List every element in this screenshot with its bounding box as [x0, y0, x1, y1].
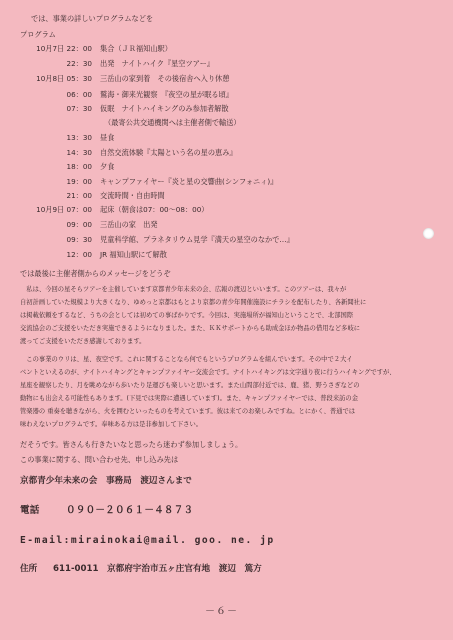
- schedule-text: 出発 ナイトハイク『星空ツアー』: [100, 59, 214, 68]
- schedule-text: 集合（ＪＲ福知山駅）: [100, 44, 172, 53]
- schedule-time: 18：00: [66, 162, 92, 171]
- schedule-time: 12：00: [66, 250, 92, 259]
- paragraph-line: 交流協会のご支援をいただき実施できるようになりました。また、ＫＫサポートからも助成金ほか物品の借用など多岐に: [20, 325, 361, 332]
- schedule-time: 21：00: [66, 191, 92, 200]
- program-label: プログラム: [20, 30, 56, 39]
- schedule-text: JR 福知山駅にて解散: [100, 250, 167, 259]
- schedule-time: 19：00: [66, 177, 92, 186]
- paragraph-line: この事業のウリは、星、夜空です。これに関することなら何でもというプログラムを組んでいます。その中で２大イ: [20, 356, 353, 363]
- schedule-text: キャンプファイヤー『炎と星の交響曲(シンフォニィ)』: [100, 177, 278, 186]
- schedule-text: 仮眠 ナイトハイキングのみ参加者解散: [100, 104, 229, 113]
- paragraph-line: は掲載依頼をするなど、うちの会としては初めての事ばかりです。今回は、実施場所が福知山ということで、北部国際: [20, 312, 354, 319]
- schedule-text: 自然交流体験『太陽という名の星の恵み』: [100, 148, 237, 157]
- schedule-text: 夕食: [100, 162, 115, 171]
- schedule-text: 昼食: [100, 133, 115, 142]
- schedule-text: 三岳山の家 出発: [100, 220, 158, 229]
- paragraph-line: 管楽器の 重奏を聴きながら、火を囲むといったものを考えています。彼は来てのお楽しみですね。とにかく、普通では: [20, 408, 356, 415]
- phone-number: ０９０－２０６１－４８７３: [66, 505, 194, 516]
- schedule-time: 06：00: [66, 90, 92, 99]
- schedule-time: 13：30: [66, 133, 92, 142]
- message-heading: では最後に主催者側からのメッセージをどうぞ: [20, 269, 171, 278]
- paragraph-line: 星座を観察したり、月を眺めながら歩いたり足運びも楽しいと思います。また山間部付近では、鹿、猪、野うさぎなどの: [20, 382, 360, 389]
- paragraph-line: 自初計画していた規模より大きくなり、ゆめっと京都はもとより京都の青少年開催施設にチラシを配布したり、各新聞社に: [20, 299, 367, 306]
- email-address: E-mail:mirainokai@mail. goo. ne. jp: [20, 535, 275, 546]
- schedule-time: 10月7日 22：00: [36, 44, 92, 53]
- address-label: 住所: [20, 564, 38, 574]
- schedule-time: 09：00: [66, 220, 92, 229]
- intro-text: では、事業の詳しいプログラムなどを: [31, 14, 154, 23]
- closing-line: この事業に関する、問い合わせ先、申し込み先は: [20, 455, 179, 464]
- contact-org: 京都青少年未来の会 事務局 渡辺さんまで: [20, 476, 192, 486]
- paragraph-line: 動物にも出会える可能性もあります。(下見では実際に遭遇しています)。また、キャンプファイヤーでは、普段来訪の金: [20, 395, 359, 402]
- schedule-time: 22：30: [66, 59, 92, 68]
- schedule-text: 起床（朝食は07：00～08：00）: [100, 205, 209, 214]
- page-number: －６－: [205, 606, 238, 617]
- schedule-text: 鷲海・御来光観察 『夜空の星が眠る頃』: [100, 90, 233, 99]
- address: 611-0011 京都府宇治市五ヶ庄官有地 渡辺 篤方: [53, 564, 262, 574]
- schedule-note: （最寄公共交通機関へは主催者側で輸送）: [104, 118, 241, 127]
- closing-line: だそうです。皆さんも行きたいなと思ったら迷わず参加しましょう。: [20, 440, 243, 449]
- schedule-time: 14：30: [66, 148, 92, 157]
- paragraph-line: 私は、今回の星そらツアーを主催しています京都青少年未来の会、広報の渡辺といいます。このツアーは、我々が: [20, 286, 347, 293]
- schedule-text: 児童科学館、プラネタリウム見学『満天の星空のなかで…』: [100, 235, 294, 244]
- paragraph-line: 味わえないプログラムです。奉味ある方は是非参加して下さい。: [20, 421, 203, 428]
- paragraph-line: ベントといえるのが、ナイトハイキングとキャンプファイヤー交流会です。ナイトハイキングは文字通り夜に行うハイキングですが、: [20, 369, 396, 376]
- schedule-text: 交流時間・自由時間: [100, 191, 165, 200]
- binder-hole: [423, 228, 434, 239]
- schedule-time: 10月9日 07：00: [36, 205, 92, 214]
- schedule-text: 三岳山の家到着 その後宿舎へ入り休憩: [100, 74, 230, 83]
- schedule-time: 07：30: [66, 104, 92, 113]
- schedule-time: 09：30: [66, 235, 92, 244]
- phone-label: 電話: [20, 505, 40, 516]
- schedule-time: 10月8日 05：30: [36, 74, 92, 83]
- paragraph-line: 渡ってご支援をいただき感謝しております。: [20, 338, 146, 345]
